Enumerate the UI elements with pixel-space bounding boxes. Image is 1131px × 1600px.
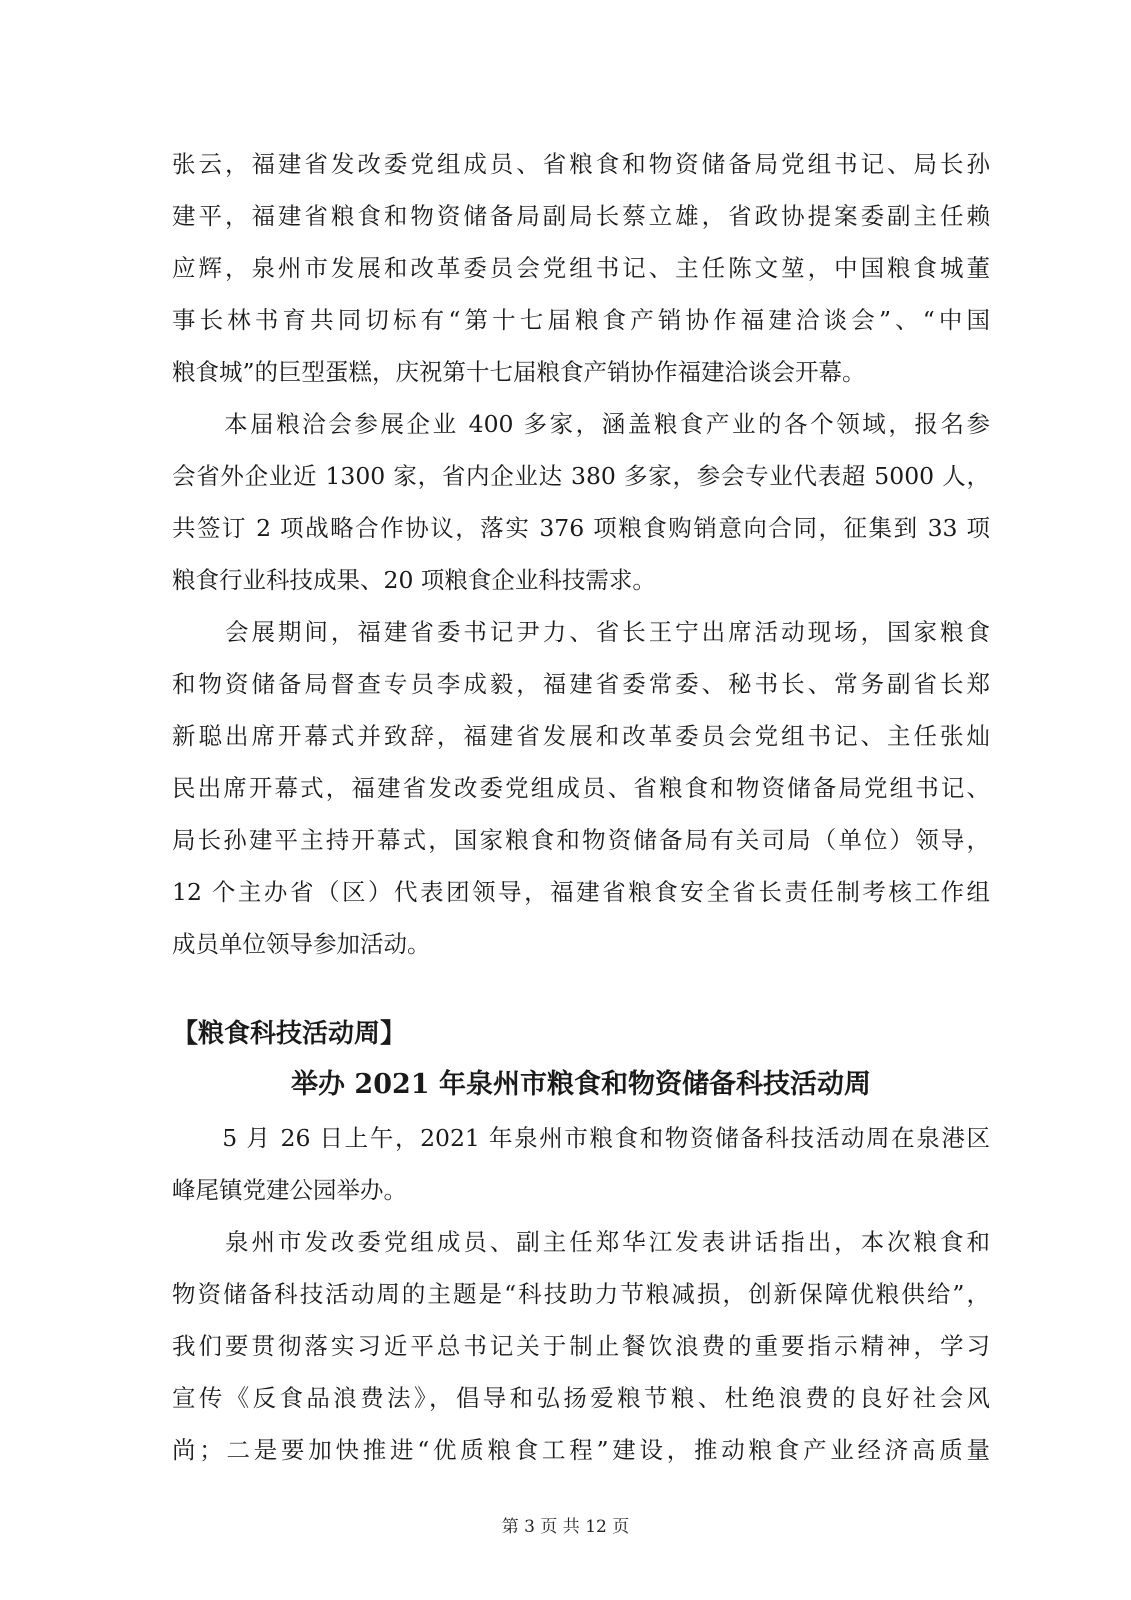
text-line: 和物资储备局督查专员李成毅，福建省委常委、秘书长、常务副省长郑 (172, 670, 990, 698)
paragraph-statistics (172, 398, 990, 606)
text-line: 峰尾镇党建公园举办。 (172, 1176, 407, 1204)
text-line: 粮食城”的巨型蛋糕，庆祝第十七届粮食产销协作福建洽谈会开幕。 (172, 358, 866, 386)
text-line: 泉州市发改委党组成员、副主任郑华江发表讲话指出，本次粮食和 (172, 1228, 990, 1256)
paragraph-speech (172, 1216, 990, 1476)
text-line: 会展期间，福建省委书记尹力、省长王宁出席活动现场，国家粮食 (172, 618, 990, 646)
text-line: 12 个主办省（区）代表团领导，福建省粮食安全省长责任制考核工作组 (172, 878, 990, 906)
text-line: 张云，福建省发改委党组成员、省粮食和物资储备局党组书记、局长孙 (172, 150, 990, 178)
text-line: 粮食行业科技成果、20 项粮食企业科技需求。 (172, 566, 656, 594)
text-line: 建平，福建省粮食和物资储备局副局长蔡立雄，省政协提案委副主任赖 (172, 202, 990, 230)
text-line: 民出席开幕式，福建省发改委党组成员、省粮食和物资储备局党组书记、 (172, 774, 990, 802)
text-line: 尚；二是要加快推进“优质粮食工程”建设，推动粮食产业经济高质量 (172, 1436, 990, 1464)
paragraph-event-intro (172, 1112, 990, 1216)
text-line: 本届粮洽会参展企业 400 多家，涵盖粮食产业的各个领域，报名参 (172, 410, 990, 438)
text-line: 新聪出席开幕式并致辞，福建省发展和改革委员会党组书记、主任张灿 (172, 722, 990, 750)
text-line: 成员单位领导参加活动。 (172, 930, 431, 958)
paragraph-ceremony (172, 138, 990, 398)
text-line: 共签订 2 项战略合作协议，落实 376 项粮食购销意向合同，征集到 33 项 (172, 514, 990, 542)
text-line: 5 月 26 日上午，2021 年泉州市粮食和物资储备科技活动周在泉港区 (172, 1124, 990, 1152)
text-line: 局长孙建平主持开幕式，国家粮食和物资储备局有关司局（单位）领导， (172, 826, 990, 854)
text-line: 应辉，泉州市发展和改革委员会党组书记、主任陈文堃，中国粮食城董 (172, 254, 990, 282)
text-line: 会省外企业近 1300 家，省内企业达 380 多家，参会专业代表超 5000 人， (172, 462, 990, 490)
article-title: 举办 2021 年泉州市粮食和物资储备科技活动周 (291, 1069, 871, 1100)
page-body (172, 138, 990, 1476)
section-heading: 【粮食科技活动周】 (172, 1019, 407, 1049)
text-line: 事长林书育共同切标有“第十七届粮食产销协作福建洽谈会”、“中国 (172, 306, 990, 334)
text-line: 物资储备科技活动周的主题是“科技助力节粮减损，创新保障优粮供给”， (172, 1280, 990, 1308)
paragraph-attendees (172, 606, 990, 970)
text-line: 我们要贯彻落实习近平总书记关于制止餐饮浪费的重要指示精神，学习 (172, 1332, 990, 1360)
page-number-footer: 第 3 页 共 12 页 (501, 1517, 630, 1537)
text-line: 宣传《反食品浪费法》，倡导和弘扬爱粮节粮、杜绝浪费的良好社会风 (172, 1384, 990, 1412)
